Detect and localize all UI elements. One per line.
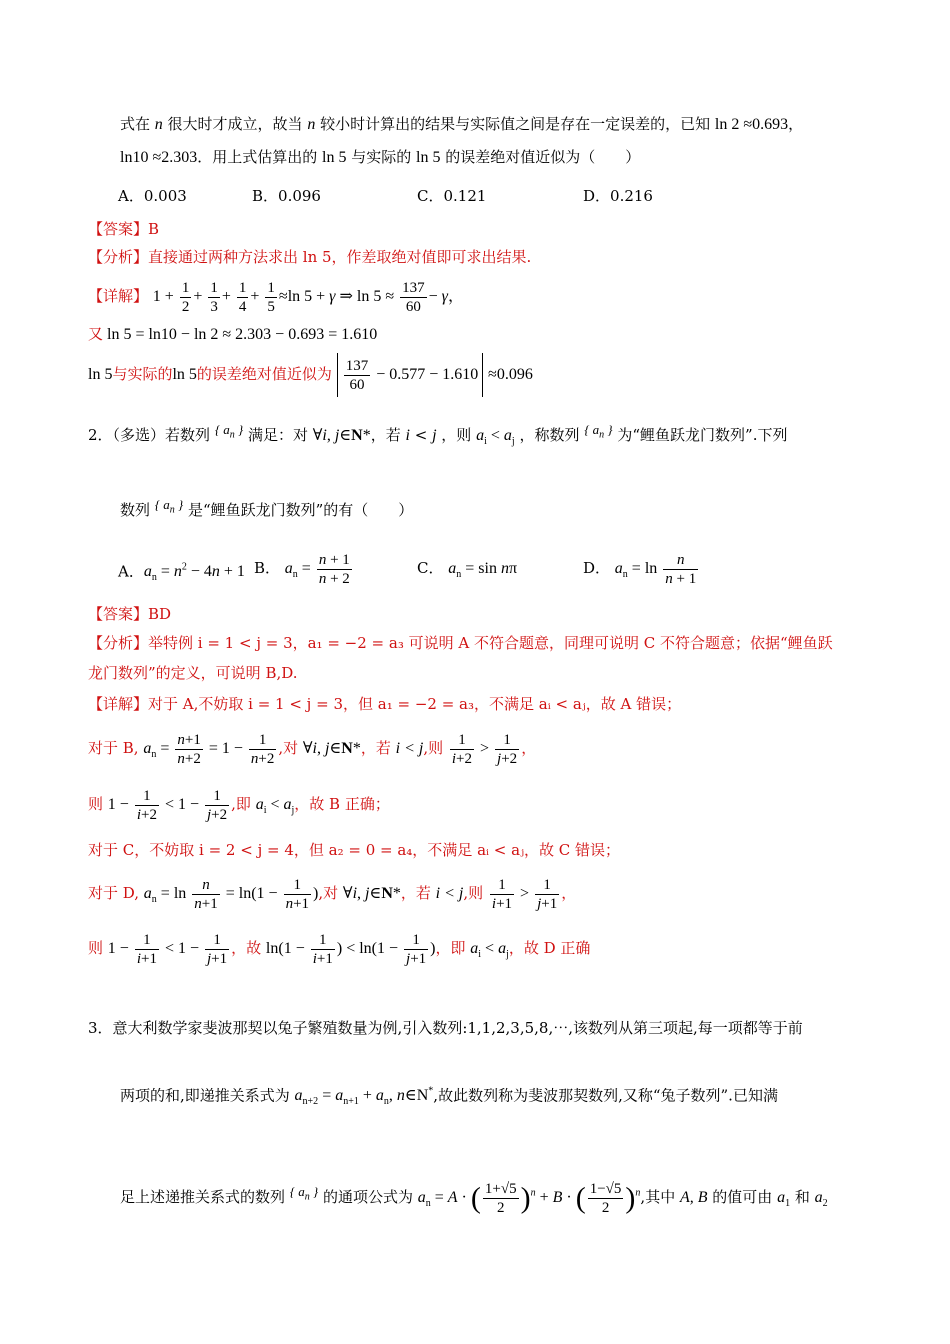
q1-answer: 【答案】B xyxy=(88,220,160,238)
q1-option-c: C．0.121 xyxy=(417,187,487,205)
q2-stem-1: 2．（多选）若数列 { $a_n$ } 满足：对 ∀i, j∈N*，若 i < j ，则 $a_i < a_j$ ，称数列 { $a_n$ } 为“鲤鱼跃龙门数列”.下列 xyxy=(88,422,788,448)
q2-answer: 【答案】BD xyxy=(88,605,172,623)
q2-analysis-2: 龙门数列”的定义，可说明 B,D. xyxy=(88,664,298,682)
q3-line-2: 两项的和,即递推关系式为 $a_{n+2} = a_{n+1} + a_n$, n∈N*,故此数列称为斐波那契数列,又称“兔子数列”.已知满 xyxy=(120,1086,778,1108)
q2-option-b: B． $a_n$ = $\frac{n + 1}{n + 2}$ xyxy=(254,551,350,587)
q2-option-a: A．$a_n = n^2 - 4n + 1$ xyxy=(118,562,245,584)
q2-stem-2: 数列 { $a_n$ } 是“鲤鱼跃龙门数列”的有（ ） xyxy=(120,497,414,519)
q3-line-1: 3．意大利数学家斐波那契以兔子繁殖数量为例,引入数列:1,1,2,3,5,8,⋯,该数列从第三项起,每一项都等于前 xyxy=(88,1019,803,1037)
q1-detail: 【详解】 1 + $\frac{1}{2}$ + $\frac{1}{3}$ + $\frac{1}{4}$ + $\frac{1}{5}$ ≈ln 5 + γ ⇒ ln 5 ≈ $\frac{137}{60}$ − γ， xyxy=(88,279,464,315)
q2-detail-b-1: 对于 B, $a_n$ = $\frac{n+1}{n+2}$ = 1 − $\frac{1}{n+2}$ ,对 ∀i, j∈N*，若 i < j,则 $\frac{1}{i+2}$ > $\frac{1}{j+2}$ ， xyxy=(88,731,537,767)
q1-option-d: D．0.216 xyxy=(583,187,653,205)
q1-line1: 式在 n 很大时才成立，故当 n 较小时计算出的结果与实际值之间是存在一定误差的，已知 ln 2 ≈0.693， xyxy=(120,115,804,133)
q1-detail-3: ln 5与实际的ln 5的误差绝对值近似为 $\frac{137}{60}$ − 0.577 − 1.610 ≈0.096 xyxy=(88,352,533,397)
q2-detail-c: 对于 C，不妨取 i = 2 < j = 4，但 a₂ = 0 = a₄，不满足 aᵢ < aⱼ，故 C 错误； xyxy=(88,841,621,859)
q2-detail-d-2: 则 1 − $\frac{1}{i+1}$ < 1 − $\frac{1}{j+1}$ ，故 ln(1 − $\frac{1}{i+1}$ ) < ln(1 − $\frac{1}{j+1}$ )，即 $a_i < a_j$，故 D 正确 xyxy=(88,931,591,967)
q1-line2: ln10 ≈2.303．用上式估算出的 ln 5 与实际的 ln 5 的误差绝对值近似为（ ） xyxy=(120,148,641,166)
q1-analysis: 【分析】直接通过两种方法求出 ln 5，作差取绝对值即可求出结果. xyxy=(88,248,532,266)
q1-option-a: A．0.003 xyxy=(118,187,187,205)
q1-detail-2: 又 ln 5 = ln10 − ln 2 ≈ 2.303 − 0.693 = 1.610 xyxy=(88,325,378,343)
q3-line-3: 足上述递推关系式的数列 { $a_n$ } 的通项公式为 $a_n = A$ · ( $\frac{1+√5}{2}$ )$^n$ + B · ( $\frac{1-√5}{2}$ )$^n$,其中 A, B 的值可由 $a_1$ 和 $a_2$ xyxy=(120,1180,828,1216)
q2-option-c: C． $a_n = \sin n\pi$ xyxy=(417,559,518,581)
q2-analysis-1: 【分析】举特例 i = 1 < j = 3，a₁ = −2 = a₃ 可说明 A 不符合题意，同理可说明 C 不符合题意；依据“鲤鱼跃 xyxy=(88,634,833,652)
q2-option-d: D． $a_n = \ln$ $\frac{n}{n + 1}$ xyxy=(583,551,697,587)
q2-detail-a: 【详解】对于 A,不妨取 i = 1 < j = 3，但 a₁ = −2 = a₃，不满足 aᵢ < aⱼ，故 A 错误； xyxy=(88,695,682,713)
q2-detail-d-1: 对于 D, $a_n = \ln$ $\frac{n}{n+1}$ = ln(1 − $\frac{1}{n+1}$ ),对 ∀i, j∈N*，若 i < j,则 $\frac{1}{i+1}$ > $\frac{1}{j+1}$ ， xyxy=(88,876,577,912)
q1-option-b: B．0.096 xyxy=(252,187,321,205)
q2-detail-b-2: 则 1 − $\frac{1}{i+2}$ < 1 − $\frac{1}{j+2}$ ,即 $a_i < a_j$，故 B 正确； xyxy=(88,787,390,823)
